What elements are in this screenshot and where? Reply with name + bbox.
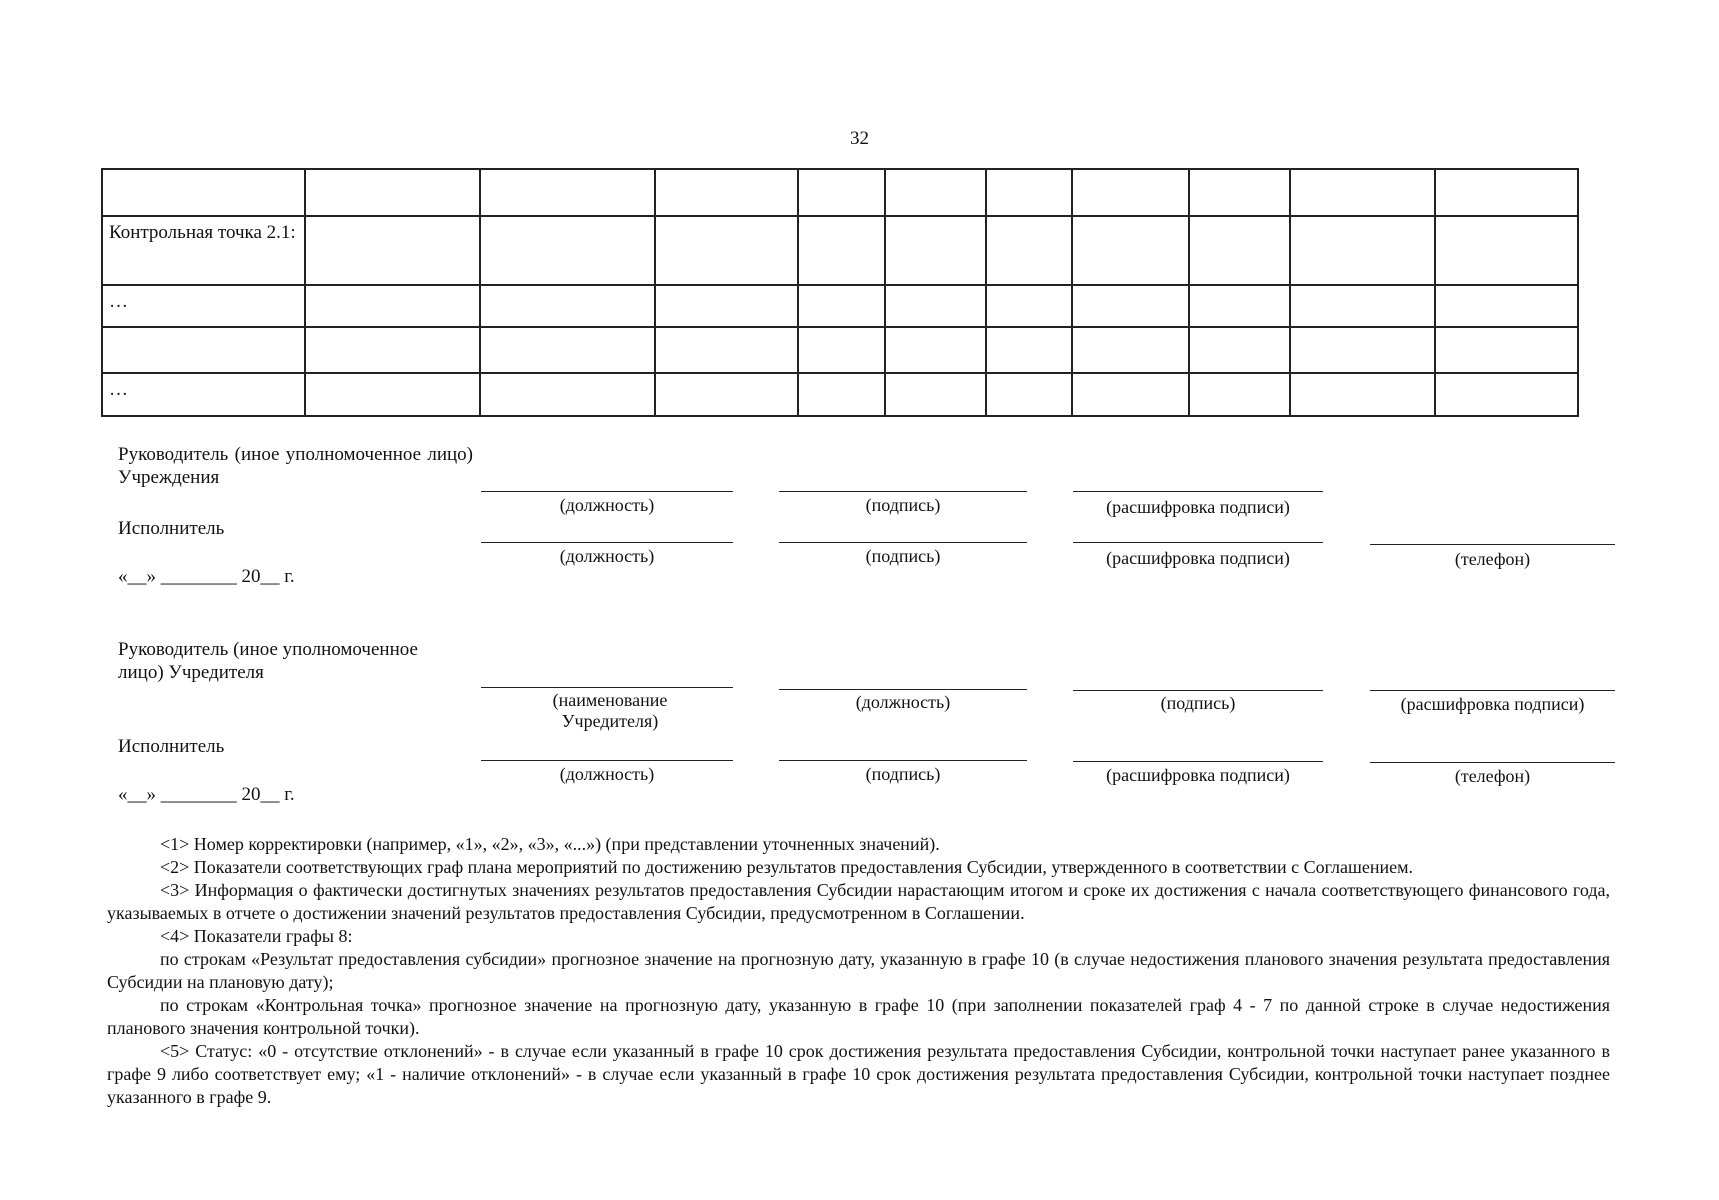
footnote: <1> Номер корректировки (например, «1», «2», «3», «...») (при представлении уточненных значений). [160,834,940,854]
report-table [101,168,1579,417]
signature-line [481,687,733,688]
table-cell-label: Контрольная точка 2.1: [102,216,305,285]
signature-line [1073,542,1323,543]
signature-line [779,760,1027,761]
caption-position: (должность) [855,692,951,712]
caption-signature: (подпись) [865,764,941,784]
table-cell-label: … [102,373,305,416]
table-row [102,169,1578,216]
signature-line [481,760,733,761]
page-number: 32 [850,128,869,149]
signature-line [1370,690,1615,691]
footnote: <2> Показатели соответствующих граф плана мероприятий по достижению результатов предоставления Субсидии, утвержденного в соответствии с Соглашением. [160,857,1414,877]
table-cell-label [102,169,305,216]
signature-line [1370,544,1615,545]
signature-line [481,491,733,492]
signature-line [779,491,1027,492]
footnote: по строкам «Результат предоставления субсидии» прогнозное значение на прогнозную дату, указанную в графе 10 (в случае недостижения планового значения результата предоставления Субсидии на плановую дату); [107,949,1610,992]
footnote: <3> Информация о фактически достигнутых значениях результатов предоставления Субсидии нарастающим итогом и сроке их достижения с начала соответствующего финансового года, указываемых в отчете о достижении значений результатов предоставления Субсидии, предусмотренном в Соглашении. [107,880,1610,923]
caption-signature-transcript: (расшифровка подписи) [1106,548,1290,568]
caption-position: (должность) [559,764,655,784]
signature-line [779,689,1027,690]
caption-signature-transcript: (расшифровка подписи) [1400,694,1585,714]
caption-phone: (телефон) [1454,766,1531,786]
caption-phone: (телефон) [1454,549,1531,569]
caption-signature: (подпись) [1160,693,1236,713]
signature-line [1073,491,1323,492]
signature-line [1370,762,1615,763]
institution-executor-label: Исполнитель [118,518,225,539]
institution-head-label: Руководитель (иное уполномоченное лицо) Учреждения [118,444,473,488]
table-cell-label: … [102,285,305,327]
footnote: <4> Показатели графы 8: [160,926,353,946]
table-row [102,285,1578,327]
caption-signature-transcript: (расшифровка подписи) [1106,497,1290,517]
signature-line [1073,690,1323,691]
table-cell-label [102,327,305,373]
caption-signature-transcript: (расшифровка подписи) [1106,765,1290,785]
table-row [102,373,1578,416]
date-line: «__» ________ 20__ г. [118,566,295,587]
signature-line [1073,761,1323,762]
footnotes [107,833,1610,1109]
signature-line [779,542,1027,543]
table-row [102,216,1578,285]
founder-executor-label: Исполнитель [118,736,225,757]
caption-position: (должность) [559,495,655,515]
caption-founder-name: (наименование Учредителя) [552,690,668,731]
footnote: по строкам «Контрольная точка» прогнозное значение на прогнозную дату, указанную в графе 10 (при заполнении показателей граф 4 - 7 по данной строке в случае недостижения планового значения контрольной точки). [107,995,1610,1038]
footnote: <5> Статус: «0 - отсутствие отклонений» - в случае если указанный в графе 10 срок достижения результата предоставления Субсидии, контрольной точки наступает ранее указанного в графе 9 либо соответствует ему; «1 - наличие отклонений» - в случае если указанный в графе 10 срок достижения результата предоставления Субсидии, контрольной точки наступает позднее указанного в графе 9. [107,1041,1610,1107]
table-row [102,327,1578,373]
caption-signature: (подпись) [865,495,941,515]
caption-position: (должность) [559,546,655,566]
signature-line [481,542,733,543]
caption-signature: (подпись) [865,546,941,566]
date-line: «__» ________ 20__ г. [118,784,295,805]
founder-head-label: Руководитель (иное уполномоченное лицо) Учредителя [118,639,418,683]
